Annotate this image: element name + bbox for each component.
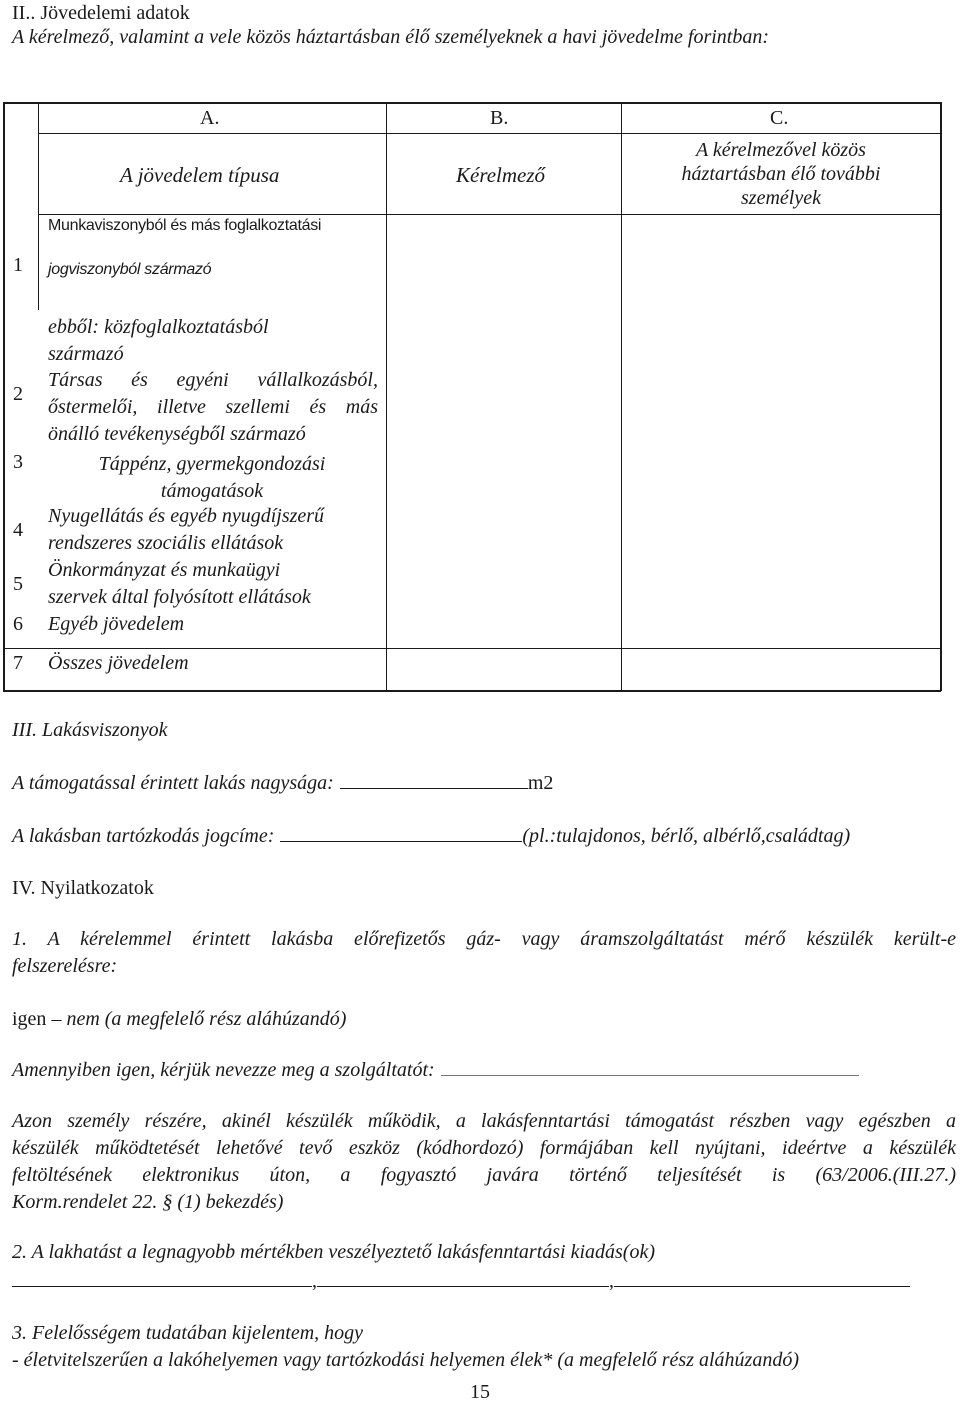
- row-number: 1: [13, 254, 23, 276]
- section-2-title: II.. Jövedelemi adatok: [12, 2, 190, 24]
- row-number: 2: [13, 383, 23, 405]
- row-label-line: származó: [48, 343, 124, 365]
- q2-field-3[interactable]: [614, 1285, 910, 1287]
- q3-item: - életvitelszerűen a lakóhelyemen vagy tartózkodási helyemen élek* (a megfelelő rész aláhúzandó): [12, 1349, 799, 1371]
- q1-paragraph-line: Azon személy részére, akinél készülék működik, a lakásfenntartási támogatást részben vagy egészben a: [12, 1110, 956, 1132]
- section-3-title: III. Lakásviszonyok: [12, 719, 168, 741]
- row-label-line: szervek által folyósított ellátások: [48, 586, 311, 608]
- row-number: 3: [13, 451, 23, 473]
- q2-text: 2. A lakhatást a legnagyobb mértékben veszélyeztető lakásfenntartási kiadás(ok): [12, 1241, 656, 1263]
- dwelling-size-row: [12, 772, 553, 795]
- q2-fields-row: [12, 1270, 910, 1293]
- q1-paragraph-line: Korm.rendelet 22. § (1) bekezdés): [12, 1191, 284, 1213]
- row-label-line: Társas és egyéni vállalkozásból,: [48, 369, 378, 391]
- row-label: Táppénz, gyermekgondozási támogatások: [98, 453, 326, 502]
- row-label-line: Egyéb jövedelem: [48, 613, 185, 635]
- answer-nem[interactable]: – nem (a megfelelő rész aláhúzandó): [51, 1008, 347, 1030]
- row-number: 5: [13, 573, 23, 595]
- q2-separator: ,: [312, 1270, 317, 1292]
- q1-paragraph-line: készülék működtetését lehetővé tevő eszköz (kódhordozó) formájában kell nyújtani, ideértve a készülék: [12, 1137, 956, 1159]
- dwelling-size-unit: m2: [527, 772, 554, 794]
- answer-igen[interactable]: igen: [12, 1008, 47, 1030]
- q1-answer: [12, 1008, 346, 1031]
- page-number: 15: [470, 1381, 490, 1403]
- income-table: [0, 0, 960, 700]
- row-label-line: ebből: közfoglalkoztatásból: [48, 316, 269, 338]
- dwelling-size-label: A támogatással érintett lakás nagysága:: [12, 772, 334, 794]
- row-number: 7: [13, 652, 23, 674]
- col-b-header: Kérelmező: [456, 163, 546, 187]
- tenure-field[interactable]: [280, 840, 522, 842]
- row-label-line: Munkaviszonyból és más foglalkoztatási: [48, 217, 322, 234]
- q2-separator: ,: [609, 1270, 614, 1292]
- section-4-title: IV. Nyilatkozatok: [12, 877, 154, 899]
- row-label-line: Összes jövedelem: [48, 652, 189, 674]
- q1-text-line: felszerelésre:: [12, 955, 118, 977]
- row-label-line: önálló tevékenységből származó: [48, 423, 306, 445]
- provider-row: [12, 1059, 859, 1082]
- q2-field-2[interactable]: [317, 1285, 609, 1287]
- col-a-letter: A.: [200, 107, 220, 129]
- row-label-line: rendszeres szociális ellátások: [48, 532, 284, 554]
- row-label-line: jogviszonyból származó: [48, 261, 212, 278]
- col-a-header: A jövedelem típusa: [120, 163, 280, 187]
- section-2-intro: A kérelmező, valamint a vele közös háztartásban élő személyeknek a havi jövedelme forintban:: [12, 26, 770, 48]
- row-label-line: Önkormányzat és munkaügyi: [48, 559, 281, 581]
- provider-field[interactable]: [441, 1074, 859, 1076]
- row-number: 6: [13, 613, 23, 635]
- col-c-header: A kérelmezővel közös háztartásban élő további személyek: [681, 139, 881, 209]
- q2-field-1[interactable]: [12, 1285, 312, 1287]
- row-number: 4: [13, 519, 23, 541]
- tenure-hint: (pl.:tulajdonos, bérlő, albérlő,családtag): [522, 825, 851, 847]
- provider-label: Amennyiben igen, kérjük nevezze meg a szolgáltatót:: [12, 1059, 435, 1081]
- q1-paragraph-line: feltöltésének elektronikus úton, a fogyasztó javára történő teljesítését is (63/2006.(III.27.): [12, 1164, 956, 1186]
- q3-text: 3. Felelősségem tudatában kijelentem, hogy: [12, 1322, 364, 1344]
- dwelling-size-field[interactable]: [340, 787, 528, 789]
- tenure-row: [12, 825, 850, 848]
- row-label-line: őstermelői, illetve szellemi és más: [48, 396, 378, 418]
- q1-text-line: 1. A kérelemmel érintett lakásba előrefizetős gáz- vagy áramszolgáltatást mérő készülék került-e: [12, 928, 956, 950]
- row-label-line: Nyugellátás és egyéb nyugdíjszerű: [48, 505, 325, 527]
- col-c-letter: C.: [770, 107, 789, 129]
- tenure-label: A lakásban tartózkodás jogcíme:: [12, 825, 275, 847]
- col-b-letter: B.: [490, 107, 509, 129]
